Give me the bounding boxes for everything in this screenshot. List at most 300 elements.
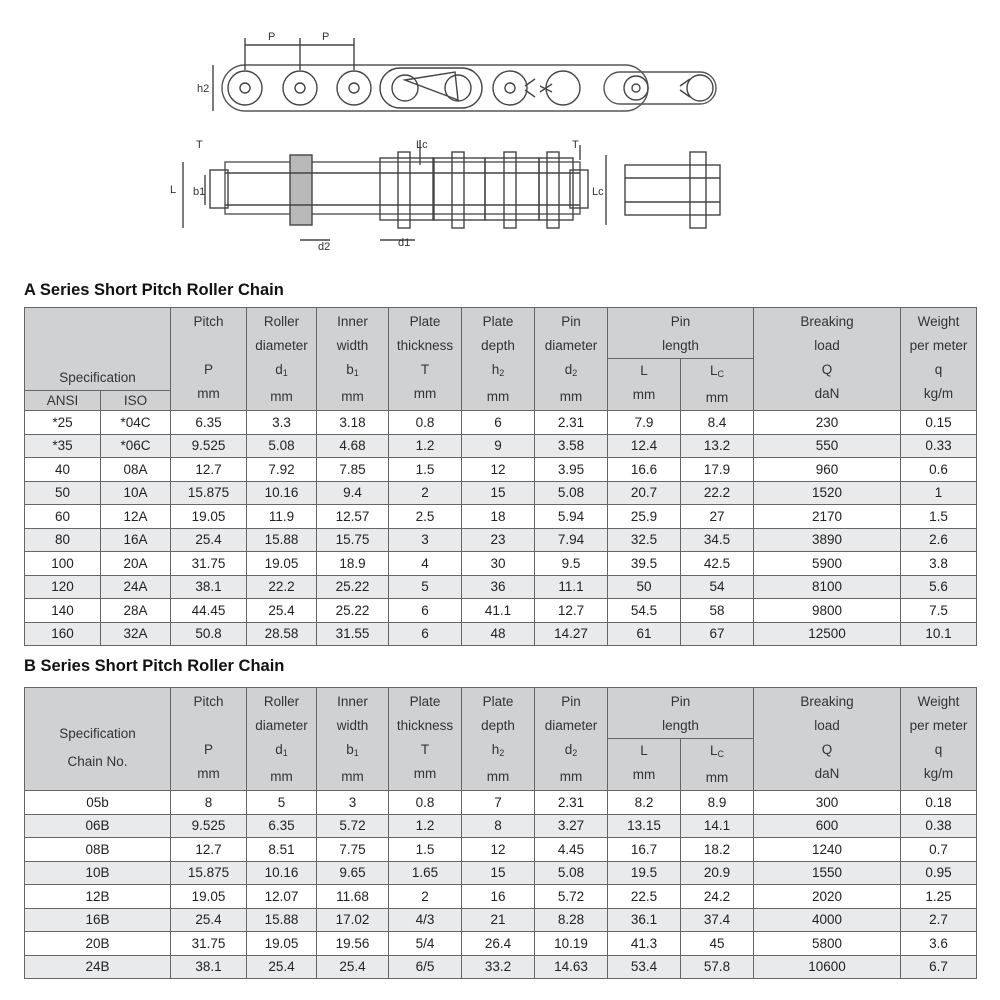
a-pind-h4: mm: [559, 389, 583, 404]
a-pind-h1: Pin: [561, 314, 581, 329]
a-cell: 12: [462, 458, 535, 482]
a-cell: 9.525: [171, 434, 247, 458]
b-breaking-h2: load: [814, 718, 840, 733]
a-cell: 9: [462, 434, 535, 458]
b-inner-h3: $b_1$: [346, 742, 359, 758]
a-cell: 28.58: [247, 622, 317, 646]
b-inner-h1: Inner: [337, 694, 368, 709]
b-cell: 57.8: [681, 955, 754, 979]
b-cell: 2.31: [535, 791, 608, 815]
b-roller-h2: diameter: [255, 718, 308, 733]
a-cell: 10.16: [247, 481, 317, 505]
a-weight-header: [901, 308, 977, 411]
b-pitch-h2: P: [203, 742, 213, 757]
b-breaking-header: [754, 688, 901, 791]
b-pinL-h2: mm: [632, 767, 656, 782]
a-cell: 41.1: [462, 599, 535, 623]
b-pinL-header: [608, 739, 681, 791]
a-breaking-h2: load: [814, 338, 840, 353]
b-cell: 15: [462, 861, 535, 885]
a-pitch-h2: P: [204, 362, 214, 377]
b-cell: 8: [462, 814, 535, 838]
b-header-row-1: [25, 688, 977, 739]
b-cell: 8.28: [535, 908, 608, 932]
dim-label-l: L: [170, 184, 177, 196]
a-cell: 3.18: [317, 411, 389, 435]
a-cell: 18.9: [317, 552, 389, 576]
b-cell: 21: [462, 908, 535, 932]
b-cell: 10600: [754, 955, 901, 979]
a-cell: 16.6: [608, 458, 681, 482]
a-cell: 22.2: [681, 481, 754, 505]
b-inner-h2: width: [336, 718, 369, 733]
a-weight-h4: kg/m: [923, 386, 954, 401]
b-cell: 0.8: [389, 791, 462, 815]
b-cell: 3.27: [535, 814, 608, 838]
a-cell: 100: [25, 552, 101, 576]
a-plated-h1: Plate: [482, 314, 514, 329]
a-cell: 42.5: [681, 552, 754, 576]
b-cell: 0.38: [901, 814, 977, 838]
a-cell: 9.5: [535, 552, 608, 576]
b-cell: 12.07: [247, 885, 317, 909]
a-cell: 5.94: [535, 505, 608, 529]
b-cell: 18.2: [681, 838, 754, 862]
a-cell: 9800: [754, 599, 901, 623]
a-cell: 12.7: [171, 458, 247, 482]
a-series-table: [24, 307, 977, 646]
b-pinlen-h2: length: [662, 718, 699, 733]
a-cell: 0.33: [901, 434, 977, 458]
a-cell: 61: [608, 622, 681, 646]
b-platet-h4: mm: [413, 766, 437, 781]
b-cell: 2: [389, 885, 462, 909]
a-cell: 12.7: [535, 599, 608, 623]
a-cell: 19.05: [171, 505, 247, 529]
b-roller-h3: $d_1$: [275, 742, 288, 758]
dim-label-h2: h2: [197, 83, 210, 95]
b-cell: 25.4: [317, 955, 389, 979]
b-cell: 36.1: [608, 908, 681, 932]
b-plated-h2: depth: [481, 718, 515, 733]
a-roller-h4: mm: [270, 389, 293, 404]
b-inner-h4: mm: [341, 769, 364, 784]
a-cell: 8.4: [681, 411, 754, 435]
a-cell: 120: [25, 575, 101, 599]
a-cell: 38.1: [171, 575, 247, 599]
b-platet-header: [389, 688, 462, 791]
dim-label-p2: P: [322, 31, 330, 43]
b-cell: 16.7: [608, 838, 681, 862]
a-pitch-header: [171, 308, 247, 411]
b-pitch-h1: Pitch: [193, 694, 224, 709]
b-weight-h3: q: [934, 742, 943, 757]
a-cell: 23: [462, 528, 535, 552]
a-cell: 10A: [101, 481, 171, 505]
a-roller-header: [247, 308, 317, 411]
b-cell: 7: [462, 791, 535, 815]
a-cell: 1.5: [901, 505, 977, 529]
a-cell: *25: [25, 411, 101, 435]
a-ansi-header: ANSI: [25, 390, 101, 410]
b-cell: 24.2: [681, 885, 754, 909]
a-spec-header: [25, 308, 171, 391]
a-cell: 50.8: [171, 622, 247, 646]
a-cell: 0.6: [901, 458, 977, 482]
b-cell: 0.95: [901, 861, 977, 885]
a-table-row: [25, 434, 977, 458]
b-cell: 26.4: [462, 932, 535, 956]
a-cell: 27: [681, 505, 754, 529]
a-pitch-h1: Pitch: [193, 314, 224, 329]
b-series-title: B Series Short Pitch Roller Chain: [24, 657, 285, 675]
b-weight-h4: kg/m: [923, 766, 954, 781]
a-cell: 0.15: [901, 411, 977, 435]
b-roller-h4: mm: [270, 769, 293, 784]
b-cell: 6/5: [389, 955, 462, 979]
dim-label-p1: P: [268, 31, 276, 43]
a-cell: 60: [25, 505, 101, 529]
a-cell: 5.08: [247, 434, 317, 458]
a-series-body: [25, 411, 977, 646]
a-breaking-h1: Breaking: [800, 314, 854, 329]
a-cell: 12.4: [608, 434, 681, 458]
b-cell: 14.1: [681, 814, 754, 838]
a-spec-label: Specification: [59, 369, 136, 385]
dim-label-b1: b1: [193, 186, 206, 198]
a-cell: 3.3: [247, 411, 317, 435]
b-cell: 600: [754, 814, 901, 838]
b-cell: 4/3: [389, 908, 462, 932]
b-pitch-header: [171, 688, 247, 791]
a-header-row-1: [25, 308, 977, 359]
b-pind-h4: mm: [559, 769, 583, 784]
b-cell: 16B: [25, 908, 171, 932]
a-pinL-h1: L: [640, 363, 648, 378]
b-cell: 1240: [754, 838, 901, 862]
a-cell: 25.22: [317, 599, 389, 623]
a-cell: 44.45: [171, 599, 247, 623]
a-pinL-h2: mm: [632, 387, 656, 402]
a-inner-h4: mm: [341, 389, 364, 404]
a-pinLc-header: [681, 359, 754, 411]
b-cell: 8.51: [247, 838, 317, 862]
a-cell: 11.1: [535, 575, 608, 599]
b-series-table: [24, 687, 977, 979]
a-cell: 31.55: [317, 622, 389, 646]
a-cell: 230: [754, 411, 901, 435]
a-cell: 48: [462, 622, 535, 646]
a-table-row: [25, 481, 977, 505]
b-breaking-h3: Q: [821, 742, 833, 757]
a-cell: 550: [754, 434, 901, 458]
b-table-row: [25, 838, 977, 862]
b-cell: 19.05: [171, 885, 247, 909]
a-cell: 40: [25, 458, 101, 482]
b-cell: 12: [462, 838, 535, 862]
a-cell: 50: [25, 481, 101, 505]
b-cell: 1.2: [389, 814, 462, 838]
chain-technical-drawing: [0, 0, 1000, 270]
a-cell: 11.9: [247, 505, 317, 529]
b-plated-h3: $h_2$: [491, 742, 505, 758]
b-roller-h1: Roller: [263, 694, 300, 709]
dim-label-lc-right: Lc: [592, 186, 604, 198]
a-cell: 160: [25, 622, 101, 646]
b-cell: 14.63: [535, 955, 608, 979]
b-cell: 0.18: [901, 791, 977, 815]
a-breaking-h3: Q: [821, 362, 833, 377]
b-table-row: [25, 814, 977, 838]
b-platet-h1: Plate: [409, 694, 441, 709]
a-cell: 1520: [754, 481, 901, 505]
a-pind-header: [535, 308, 608, 411]
b-cell: 08B: [25, 838, 171, 862]
a-pind-h3: $d_2$: [564, 362, 578, 378]
b-pinlen-h1: Pin: [670, 694, 691, 709]
b-cell: 15.88: [247, 908, 317, 932]
a-cell: 17.9: [681, 458, 754, 482]
b-cell: 19.05: [247, 932, 317, 956]
a-table-row: [25, 599, 977, 623]
a-cell: 6: [389, 622, 462, 646]
b-cell: 24B: [25, 955, 171, 979]
b-cell: 6.35: [247, 814, 317, 838]
b-pinL-h1: L: [640, 743, 648, 758]
a-table-row: [25, 575, 977, 599]
a-plated-header: [462, 308, 535, 411]
b-cell: 38.1: [171, 955, 247, 979]
a-cell: 54.5: [608, 599, 681, 623]
b-pitch-h3: mm: [197, 766, 220, 781]
a-weight-h1: Weight: [917, 314, 960, 329]
a-cell: 25.4: [247, 599, 317, 623]
b-cell: 4000: [754, 908, 901, 932]
a-inner-h3: $b_1$: [346, 362, 359, 378]
b-cell: 16: [462, 885, 535, 909]
a-cell: 20.7: [608, 481, 681, 505]
a-cell: 2170: [754, 505, 901, 529]
a-platet-h4: mm: [413, 386, 437, 401]
b-series-body: [25, 791, 977, 979]
b-cell: 7.75: [317, 838, 389, 862]
a-cell: 2.5: [389, 505, 462, 529]
a-cell: 15: [462, 481, 535, 505]
b-cell: 1.25: [901, 885, 977, 909]
b-cell: 10.19: [535, 932, 608, 956]
a-cell: 50: [608, 575, 681, 599]
b-cell: 37.4: [681, 908, 754, 932]
b-cell: 25.4: [171, 908, 247, 932]
b-cell: 13.15: [608, 814, 681, 838]
a-cell: *35: [25, 434, 101, 458]
b-cell: 9.525: [171, 814, 247, 838]
a-table-row: [25, 622, 977, 646]
b-cell: 15.875: [171, 861, 247, 885]
dim-label-d1: d1: [398, 237, 411, 249]
a-roller-h1: Roller: [263, 314, 300, 329]
a-breaking-h4: daN: [814, 386, 840, 401]
a-cell: 0.8: [389, 411, 462, 435]
a-cell: 4.68: [317, 434, 389, 458]
dim-label-t-right: T: [572, 139, 579, 151]
a-plated-h3: $h_2$: [491, 362, 505, 378]
a-cell: 1.5: [389, 458, 462, 482]
b-cell: 5: [247, 791, 317, 815]
a-cell: 6: [462, 411, 535, 435]
b-cell: 05b: [25, 791, 171, 815]
b-cell: 1.65: [389, 861, 462, 885]
dim-label-lc-top: Lc: [416, 139, 428, 151]
b-cell: 5/4: [389, 932, 462, 956]
a-cell: 80: [25, 528, 101, 552]
a-cell: 36: [462, 575, 535, 599]
a-inner-header: [317, 308, 389, 411]
b-spec-header: [25, 688, 171, 791]
a-cell: 12A: [101, 505, 171, 529]
a-roller-h2: diameter: [255, 338, 308, 353]
a-breaking-header: [754, 308, 901, 411]
a-cell: 13.2: [681, 434, 754, 458]
b-pinlen-header: [608, 688, 754, 739]
a-pinLc-h1: $L_C$: [710, 363, 725, 379]
b-cell: 19.5: [608, 861, 681, 885]
b-roller-header: [247, 688, 317, 791]
a-cell: 19.05: [247, 552, 317, 576]
b-cell: 5800: [754, 932, 901, 956]
b-cell: 2.7: [901, 908, 977, 932]
b-weight-header: [901, 688, 977, 791]
b-plated-h1: Plate: [482, 694, 514, 709]
b-platet-h2: thickness: [396, 718, 454, 733]
dim-label-d2: d2: [318, 241, 331, 253]
b-breaking-h4: daN: [814, 766, 840, 781]
a-cell: 5: [389, 575, 462, 599]
b-cell: 8: [171, 791, 247, 815]
a-cell: 3890: [754, 528, 901, 552]
b-weight-h2: per meter: [909, 718, 968, 733]
a-table-row: [25, 505, 977, 529]
b-table-row: [25, 885, 977, 909]
b-cell: 9.65: [317, 861, 389, 885]
a-cell: 22.2: [247, 575, 317, 599]
b-table-row: [25, 791, 977, 815]
b-cell: 45: [681, 932, 754, 956]
a-cell: 14.27: [535, 622, 608, 646]
dim-label-t-left: T: [196, 139, 203, 151]
a-cell: 12500: [754, 622, 901, 646]
a-platet-header: [389, 308, 462, 411]
b-cell: 31.75: [171, 932, 247, 956]
b-cell: 25.4: [247, 955, 317, 979]
a-pitch-h3: mm: [197, 386, 220, 401]
a-inner-h2: width: [336, 338, 369, 353]
a-cell: 9.4: [317, 481, 389, 505]
b-cell: 17.02: [317, 908, 389, 932]
a-weight-h3: q: [934, 362, 943, 377]
b-cell: 300: [754, 791, 901, 815]
b-pind-h2: diameter: [544, 718, 598, 733]
a-cell: 2.31: [535, 411, 608, 435]
a-cell: 25.9: [608, 505, 681, 529]
b-cell: 0.7: [901, 838, 977, 862]
a-cell: 7.9: [608, 411, 681, 435]
b-cell: 33.2: [462, 955, 535, 979]
a-cell: 58: [681, 599, 754, 623]
a-cell: 34.5: [681, 528, 754, 552]
b-cell: 12.7: [171, 838, 247, 862]
a-cell: 25.22: [317, 575, 389, 599]
b-plated-header: [462, 688, 535, 791]
a-cell: *06C: [101, 434, 171, 458]
a-cell: 5900: [754, 552, 901, 576]
a-cell: 2.6: [901, 528, 977, 552]
b-weight-h1: Weight: [917, 694, 960, 709]
a-cell: 16A: [101, 528, 171, 552]
a-cell: 15.875: [171, 481, 247, 505]
a-cell: 4: [389, 552, 462, 576]
a-pinlen-h2: length: [662, 338, 699, 353]
b-cell: 3.6: [901, 932, 977, 956]
b-cell: 5.08: [535, 861, 608, 885]
b-pind-h3: $d_2$: [564, 742, 578, 758]
b-table-row: [25, 955, 977, 979]
a-cell: 960: [754, 458, 901, 482]
a-cell: 7.85: [317, 458, 389, 482]
b-cell: 41.3: [608, 932, 681, 956]
a-weight-h2: per meter: [909, 338, 968, 353]
a-cell: 30: [462, 552, 535, 576]
a-cell: 5.08: [535, 481, 608, 505]
a-cell: 8100: [754, 575, 901, 599]
a-series-title: A Series Short Pitch Roller Chain: [24, 281, 284, 299]
a-cell: 7.92: [247, 458, 317, 482]
a-pinLc-h2: mm: [705, 390, 729, 405]
a-plated-h2: depth: [481, 338, 515, 353]
a-table-row: [25, 411, 977, 435]
a-cell: 67: [681, 622, 754, 646]
a-cell: 24A: [101, 575, 171, 599]
a-cell: 25.4: [171, 528, 247, 552]
b-cell: 4.45: [535, 838, 608, 862]
b-pinLc-h1: $L_C$: [710, 743, 725, 759]
b-plated-h4: mm: [486, 769, 510, 784]
a-cell: 7.5: [901, 599, 977, 623]
a-pinL-header: [608, 359, 681, 411]
a-platet-h3: T: [420, 362, 430, 377]
a-inner-h1: Inner: [337, 314, 368, 329]
a-cell: 54: [681, 575, 754, 599]
a-table-row: [25, 528, 977, 552]
a-cell: 31.75: [171, 552, 247, 576]
b-cell: 20B: [25, 932, 171, 956]
a-cell: 6: [389, 599, 462, 623]
b-pinLc-h2: mm: [705, 770, 729, 785]
b-cell: 20.9: [681, 861, 754, 885]
a-cell: 2: [389, 481, 462, 505]
b-pinLc-header: [681, 739, 754, 791]
b-cell: 19.56: [317, 932, 389, 956]
a-roller-h3: $d_1$: [275, 362, 288, 378]
a-cell: 5.6: [901, 575, 977, 599]
b-cell: 53.4: [608, 955, 681, 979]
b-cell: 1.5: [389, 838, 462, 862]
b-cell: 3: [317, 791, 389, 815]
b-breaking-h1: Breaking: [800, 694, 854, 709]
b-table-row: [25, 861, 977, 885]
a-iso-header: ISO: [101, 390, 171, 410]
a-cell: *04C: [101, 411, 171, 435]
